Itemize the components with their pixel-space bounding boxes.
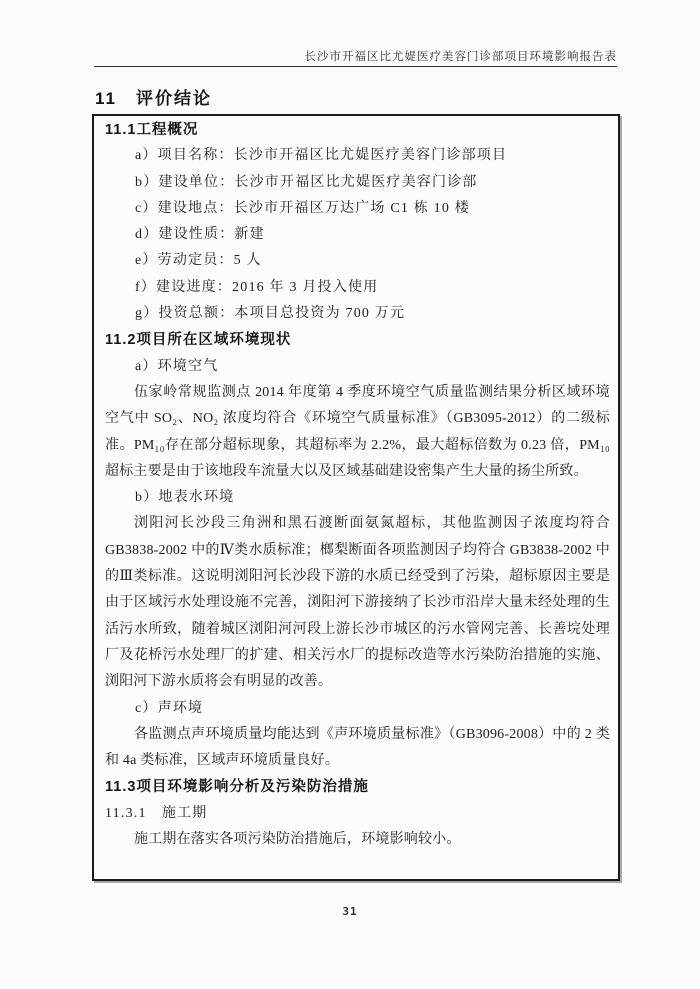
heading-11-1: 11.1工程概况 <box>105 122 199 138</box>
heading-11-2: 11.2项目所在区域环境现状 <box>105 332 292 349</box>
item-construction-nature: d）建设性质：新建 <box>135 227 265 243</box>
item-total-investment: g）投资总额：本项目总投资为 700 万元 <box>135 306 406 322</box>
item-schedule: f）建设进度：2016 年 3 月投入使用 <box>135 279 379 295</box>
heading-11-3: 11.3项目环境影响分析及污染防治措施 <box>105 779 369 796</box>
page-number: 31 <box>342 905 358 918</box>
running-header: 长沙市开福区比尤媞医疗美容门诊部项目环境影响报告表 <box>304 51 617 63</box>
subheading-11-3-1: 11.3.1 施工期 <box>105 805 208 821</box>
header-rule <box>94 66 617 67</box>
paragraph-construction-period: 施工期在落实各项污染防治措施后，环境影响较小。 <box>134 832 461 848</box>
paragraph-air-quality: 伍家岭常规监测点 2014 年度第 4 季度环境空气质量监测结果分析区域环境空气中 SO₂、NO₂ 浓度均符合《环境空气质量标准》（GB3095-2012）的二级标准。PM₁₀存在部分超标现象，其超标率为 2.2%，最大超标倍数为 0.23 倍，PM₁₀超标主要是由于该地段车流量大以及区域基础建设密集产生大量的扬尘所致。 <box>105 384 610 479</box>
item-staffing: e）劳动定员：5 人 <box>135 253 262 269</box>
item-project-name: a）项目名称：长沙市开福区比尤媞医疗美容门诊部项目 <box>135 148 508 164</box>
item-surface-water: b）地表水环境 <box>135 490 235 506</box>
paragraph-water-quality: 浏阳河长沙段三角洲和黑石渡断面氨氮超标，其他监测因子浓度均符合 GB3838-2002 中的Ⅳ类水质标准；榔梨断面各项监测因子均符合 GB3838-2002 中的Ⅲ类标准。这说明浏阳河长沙段下游的水质已经受到了污染，超标原因主要是由于区域污水处理设施不完善，浏阳河下游接纳了长沙市沿岸大量未经处理的生活污水所致，随着城区浏阳河河段上游长沙市城区的污水管网完善、长善垸处理厂及花桥污水处理厂的扩建、相关污水厂的提标改造等水污染防治措施的实施、浏阳河下游水质将会有明显的改善。 <box>105 516 610 690</box>
item-acoustic-environment: c）声环境 <box>135 700 204 716</box>
item-ambient-air: a）环境空气 <box>135 358 219 374</box>
content-table <box>92 114 620 881</box>
paragraph-noise-quality: 各监测点声环境质量均能达到《声环境质量标准》（GB3096-2008）中的 2 类和 4a 类标准，区域声环境质量良好。 <box>105 726 610 769</box>
item-construction-site: c）建设地点：长沙市开福区万达广场 C1 栋 10 楼 <box>135 200 470 216</box>
section-title: 11 评价结论 <box>95 89 212 108</box>
item-construction-unit: b）建设单位：长沙市开福区比尤媞医疗美容门诊部 <box>135 174 478 190</box>
